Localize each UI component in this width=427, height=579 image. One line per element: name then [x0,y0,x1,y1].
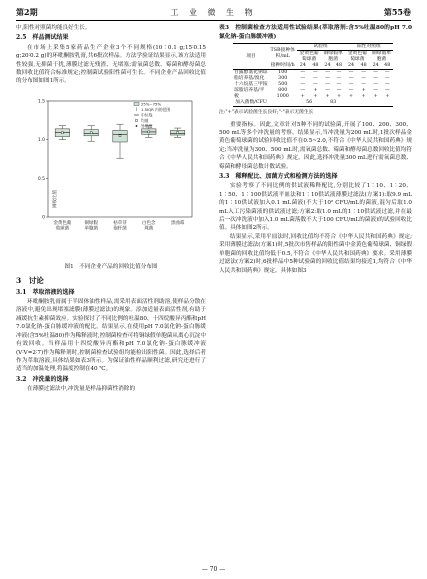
table-cell: — [361,70,367,76]
x-category-label: 孢杆菌 [113,226,127,232]
legend-box-swatch [134,102,139,105]
y-tick-label: 0 [42,215,45,221]
table-add-label: 加入菌数/CFU [235,100,267,106]
table-cell: — [384,82,390,88]
table-cell: + [313,94,318,100]
table-cell: — [313,76,318,82]
mean-marker [148,131,150,133]
table-cell: + [361,94,366,100]
table-note: 注:"+"表示试验菌生长良好;"-"表示无菌生长 [219,110,314,116]
table-cell: — [336,70,342,76]
table-cell: + [361,88,366,94]
subsection-heading: 3.3 稀释配比、加菌方式和检测方法的选择 [219,173,338,181]
table-cell: — [384,76,390,82]
table-time: 48 [312,63,319,69]
table-cell: — [373,76,379,82]
table-cell: — [313,82,318,88]
table-row-label: 甘露醇氯化钠琼脂培养基/溴化十六烷基三甲铵琼脂培养基/平板 [234,70,268,100]
table-cell: — [384,88,390,94]
table-time: 24 [372,63,379,69]
table-cell: 1000 [276,94,289,100]
table-header-test: 试验组 [297,44,345,51]
table-cell: — [336,82,342,88]
y-tick-label: 1.5 [37,99,45,105]
y-axis-label: 回收比值 [53,189,58,208]
issue-label: 第2期 [16,7,38,17]
table-cell: 500 [278,82,288,88]
journal-title: 工 业 微 生 物 [170,8,257,17]
table-time-label: 接种时间/h [270,63,295,69]
subsection-heading: 3.2 冲洗量的选择 [16,375,69,383]
table-cell: + [313,88,318,94]
table-subheader: 金黄色葡萄球菌 [299,51,319,63]
table-cell: — [325,82,330,88]
mean-marker [177,132,179,134]
subsection-heading: 3.1 萃取溶液的选择 [16,288,75,296]
table-time: 48 [360,63,367,69]
table-cell: + [373,94,378,100]
legend-label: 均值 [141,117,149,123]
table-cell: — [361,82,367,88]
table-cell: — [373,88,379,94]
paragraph: 在薄膜过滤法中,冲洗量是样品抑菌性消除的 [27,386,136,393]
table-cell: 83 [330,100,337,106]
table-header-pos: 阳性对照组 [345,44,393,51]
table-time: 48 [335,63,343,69]
table-cell: — [336,76,342,82]
page-number: — 70 — [201,566,226,573]
y-tick-label: 1.0 [37,138,45,144]
table-cell: — [325,88,330,94]
table-time: 24 [347,63,355,69]
volume-label: 第55卷 [383,7,411,17]
table-cell: 800 [278,88,288,94]
table-cell: 56 [306,100,313,106]
table-cell: — [384,70,390,76]
table-cell: — [348,88,354,94]
table-caption: 表3 控制菌检查方法适用性试验结果(萃取溶剂:含5%吐温80的pH 7.0氯化钠-蛋白胨缓冲液) [219,25,412,40]
plot-frame [48,101,192,217]
table-cell: — [300,70,306,76]
table-cell: 300 [278,76,288,82]
paragraph: 重要指标。因此,文章针对5种不同的试验菌,开展了100、200、300、500 mL等多个冲洗量的考察。结果显示,当冲洗量为200 mL时,1批次样品金黄色葡萄球菌的试验回收比值不在0.5~2.0,不符合《中华人民共和国药典》规定;当冲洗量为300、500 mL时,需氧菌总数、霉菌和酵母菌总数回收比值均符合《中华人民共和国药典》规定。因此,选择冲洗量300 mL进行需氧菌总数、霉菌和酵母菌总数计数试验。 [219,121,412,170]
table-cell: — [325,76,330,82]
table-cell: — [373,82,379,88]
paragraph: 在市场上采集5家药品生产企业3个不同规格(10∶0.1 g;15∶0.15 g;20∶0.2 g)的环吡酮胺乳膏,共6批次样品。方法学验证结果显示,该方法适用性较强,无抑菌干扰,薄膜过滤无残渣、无堵塞;需氧菌总数、霉菌和酵母菌总数回收比值符合标准规定;控制菌试验阳性菌可生长。不同企业产品回收比值的分布图如图1所示。 [16,44,206,85]
section-heading: 3 讨论 [16,276,44,286]
legend-label: 异常值 [141,123,153,129]
table-cell: — [361,76,367,82]
table-header-tsb: TSB接种体积/mL [270,47,295,59]
table-time: 48 [384,63,391,69]
table-cell: — [300,76,306,82]
x-category-label: 萄球菌 [55,226,70,232]
table-subheader: 铜绿假单胞菌 [323,51,343,63]
table-time: 24 [299,63,306,69]
paragraph: 环吡酮胺乳膏属于半固体油性样品,需采用表面活性剂助溶,使样品分散在溶液中,避免出现堵塞滤膜(薄膜过滤法)的现象。添加适量表面活性剂,有助于减缓抗生素抑菌效应。实验探讨了不同比例的吐温80、十四烷酸异丙酯和pH 7.0氯化钠-蛋白胨缓冲液的配比。结果显示,在使用pH 7.0氯化钠-蛋白胨缓冲液(含5%吐温80)作为稀释液时,控制菌检查可将铜绿假单胞菌从离心沉淀中有效回收。当样品用十四烷酸异丙酯和pH 7.0氯化钠-蛋白胨缓冲液(V∶V=2∶7)作为稀释剂时,控制菌检查试验组均能检出阳性菌。因此,选择后者作为萃取溶液,具体结果如表3所示。为保证油性样品顺利过滤,研究还进行了适当的加温处理,将温度控制在40 ℃。 [16,299,206,373]
table-cell: — [325,70,330,76]
legend-mean-swatch [136,119,138,121]
legend-outlier-swatch [136,125,138,127]
legend-label: 1.5IQR 内的范围 [141,106,171,112]
legend-label: 25%~75% [141,101,162,107]
mean-marker [90,132,92,134]
table-cell: + [349,94,354,100]
table-header-item: 项目 [233,44,269,70]
table-cell: — [313,70,318,76]
table-subheader: 铜绿假单胞菌 [371,51,392,63]
mean-marker [119,135,121,137]
table-cell: + [300,94,305,100]
y-tick-label: 0.5 [37,176,45,182]
table-cell: + [385,94,390,100]
table-cell: — [373,70,379,76]
table-cell: — [300,88,306,94]
left-column [16,24,206,394]
legend-label: 中位线 [141,112,153,118]
figure-1 [16,89,206,261]
table-cell: 100 [278,70,288,76]
table-cell: — [300,82,306,88]
paragraph: 实验考察了不同比例的供试液稀释配比,分别比较了1∶10、1∶20、1∶50、1∶100供试液平皿法和1∶10供试液薄膜过滤法(方案1):取9.9 mL的1∶10供试液加入0.1 mL菌液(不大于10² CFU/mL的菌液,混匀后取1.0 mL入工污染菌液的供试液过滤;方案2:取1.0 mL的1∶10供试液过滤,并在最后一次冲洗液中加入1.0 mL菌落数不大于100 CFU/mL的菌液)的试验回收比值。具体如图2所示。 [219,183,412,232]
box-plot-chart [16,89,206,261]
table-cell: — [348,70,354,76]
table-cell: + [336,94,341,100]
x-category-label: 黑曲霉 [170,220,185,226]
x-category-label: 珠菌 [144,226,154,232]
x-category-label: 金黄色葡 [53,220,72,226]
figure-caption: 图1 不同企业产品的回收比值分布图 [64,263,158,270]
x-category-label: 白色念 [142,220,156,226]
x-category-label: 铜绿假 [84,220,98,226]
x-category-label: 单胞菌 [84,226,98,232]
mean-marker [61,132,63,134]
right-column [219,24,412,275]
table-time: 24 [324,63,331,69]
x-category-label: 枯草芽 [113,220,127,226]
table-cell: — [348,82,354,88]
table-subheader: 金黄色葡萄球菌 [347,51,367,63]
paragraph: 结果显示,采用平皿法时,回收比值均不符合《中华人民共和国药典》规定;采用薄膜过滤法(方案1)时,5批次市售样品的阳性菌中金黄色葡萄球菌、铜绿假单胞菌的回收比值均低于0.5,不符合《中华人民共和国药典》要求。采用薄膜过滤法(方案2)时,6批样品中5种试验菌的回收比值结果均接近1,均符合《中华人民共和国药典》规定。具体如图3 [219,233,412,274]
running-header [16,6,411,21]
section-heading: 2.5 样品测试结果 [16,34,69,42]
table-cell: — [336,88,342,94]
table-cell: + [325,94,330,100]
paragraph: 中,阳性对照菌均能良好生长。 [16,25,91,31]
table-cell: — [348,76,354,82]
results-table [233,43,393,107]
